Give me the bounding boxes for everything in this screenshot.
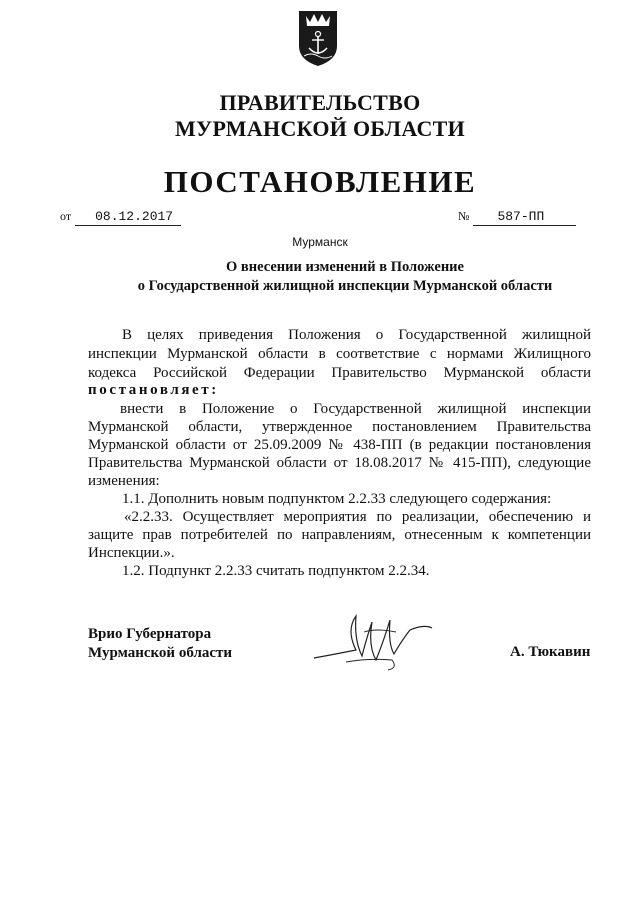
body-p1-line2: инспекции Мурманской области в соответствие с нормами Жилищного bbox=[88, 346, 591, 362]
signatory-position-line1: Врио Губернатора bbox=[88, 626, 212, 642]
body-p2-line1: внести в Положение о Государственной жилищной инспекции bbox=[120, 401, 591, 417]
subject-line2: о Государственной жилищной инспекции Мурманской области bbox=[137, 278, 553, 294]
body-quote-line1: «2.2.33. Осуществляет мероприятия по реализации, обеспечению и bbox=[124, 509, 591, 525]
body-p1-line3: кодекса Российской Федерации Правительство Мурманской области bbox=[88, 365, 591, 381]
body-p2-line5: изменения: bbox=[88, 473, 160, 489]
handwritten-signature bbox=[306, 610, 438, 672]
body-quote-line2: защите прав потребителей по направлениям, отнесенным к компетенции bbox=[88, 527, 591, 543]
org-title-line2: МУРМАНСКОЙ ОБЛАСТИ bbox=[174, 116, 466, 141]
number-prefix: № bbox=[458, 209, 470, 223]
document-type-heading: ПОСТАНОВЛЕНИЕ bbox=[163, 164, 477, 199]
date-value: 08.12.2017 bbox=[95, 209, 174, 224]
org-title-line1: ПРАВИТЕЛЬСТВО bbox=[219, 90, 421, 115]
number-row bbox=[458, 207, 576, 226]
body-quote-line3: Инспекции.». bbox=[88, 545, 175, 561]
city-label: Мурманск bbox=[292, 235, 348, 249]
date-prefix: от bbox=[60, 209, 72, 223]
body-decrees-word: постановляет: bbox=[88, 382, 219, 398]
body-item-1-2: 1.2. Подпункт 2.2.33 считать подпунктом 2.2.34. bbox=[122, 563, 430, 579]
signatory-position-line2: Мурманской области bbox=[88, 645, 233, 661]
date-row bbox=[60, 207, 181, 226]
body-p2-line2: Мурманской области, утвержденное постановлением Правительства bbox=[88, 419, 591, 435]
signatory-name: А. Тюкавин bbox=[510, 644, 591, 660]
number-field bbox=[473, 207, 576, 226]
body-item-1-1: 1.1. Дополнить новым подпунктом 2.2.33 следующего содержания: bbox=[122, 491, 552, 507]
coat-of-arms-icon bbox=[296, 8, 340, 68]
body-p2-line4: Правительства Мурманской области от 18.08.2017 № 415-ПП), следующие bbox=[88, 455, 591, 471]
body-p2-line3: Мурманской области от 25.09.2009 № 438-ПП (в редакции постановления bbox=[88, 437, 591, 453]
date-field bbox=[75, 207, 181, 226]
body-p1-line1: В целях приведения Положения о Государственной жилищной bbox=[122, 327, 591, 343]
subject-line1: О внесении изменений в Положение bbox=[226, 259, 464, 275]
number-value: 587-ПП bbox=[497, 209, 545, 224]
